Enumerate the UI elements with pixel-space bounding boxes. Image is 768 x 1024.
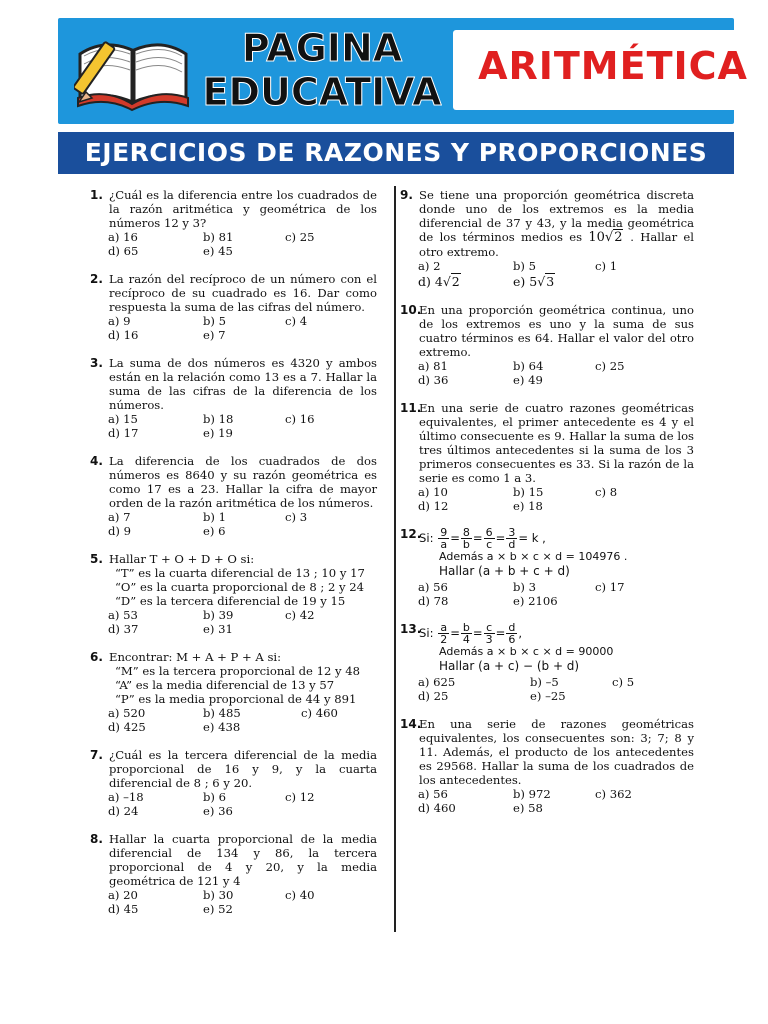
option: a) 15 [108,412,138,426]
option: c) 5 [612,675,635,689]
options [108,790,377,818]
option: e) –25 [530,689,566,703]
option: d) 36 [418,373,449,387]
option: a) 56 [418,787,448,801]
column-divider [394,186,396,932]
fraction: $\frac{8}{b}$ [462,526,470,551]
option: b) 5 [513,259,537,273]
option: d) 45 [108,902,139,916]
options [108,888,377,916]
option: c) 12 [285,790,315,804]
exercise-text: La diferencia de los cuadrados de dos números es 8640 y su razón geométrica es como 17 es a 23. Hallar la cifra de mayor orden de la razón aritmética de los números. [109,454,377,510]
exercise-6 [92,650,377,734]
fraction: $\frac{3}{d}$ [508,526,516,551]
option: a) 9 [108,314,131,328]
math-line: Además a × b × c × d = 90000 [439,645,614,658]
option: d) 425 [108,720,146,734]
option: e) 2106 [513,594,558,608]
radical-coef: 10 [588,230,605,245]
option: a) 7 [108,510,131,524]
exercise-number: 9. [400,188,413,202]
exercise-text: En una serie de razones geométricas equivalentes, los consecuentes son: 3; 7; 8 y 11. Además, el producto de los antecedentes es 29568. Hallar la suma de los cuadrados de los antecedentes. [419,717,694,787]
exercise-13 [402,622,694,703]
option: e) 19 [203,426,233,440]
exercise-14 [402,717,694,815]
option: b) 81 [203,230,234,244]
option: e) 7 [203,328,226,342]
option: e) 49 [513,373,543,387]
option: a) 16 [108,230,138,244]
book-pencil-logo-icon [74,32,192,112]
brand-line-2: EDUCATIVA [202,70,442,114]
option: a) 56 [418,580,448,594]
option: e) 31 [203,622,233,636]
equation: Si: $\frac{9}{a}$ = $\frac{8}{b}$ = $\frac{6}{c}$ = $\frac{3}{d}$ = k , [419,526,546,551]
math-line: Hallar (a + b + c + d) [439,564,570,578]
fraction: $\frac{b}{4}$ [462,621,470,646]
subject-panel [453,30,768,110]
radical-expression: 10√2 [588,230,623,245]
option: a) 20 [108,888,138,902]
option: d) 17 [108,426,139,440]
option: b) 5 [203,314,227,328]
exercise-number: 1. [90,188,103,202]
fraction: $\frac{9}{a}$ [440,526,448,551]
math-line: Hallar (a + c) − (b + d) [439,659,580,673]
fraction: $\frac{a}{2}$ [440,621,448,646]
exercise-number: 6. [90,650,103,664]
exercise-1 [92,188,377,258]
option: a) 520 [108,706,146,720]
exercise-5 [92,552,377,636]
exercise-7 [92,748,377,818]
options [108,608,377,636]
prefix: Si: [419,626,434,640]
exercise-number: 11. [400,401,422,415]
option: b) 39 [203,608,234,622]
option: c) 460 [301,706,338,720]
option: b) 15 [513,485,544,499]
radicand: 2 [614,230,623,245]
exercise-number: 4. [90,454,103,468]
exercise-12 [402,527,694,608]
exercise-number: 5. [90,552,103,566]
exercise-number: 7. [90,748,103,762]
equation: Si: $\frac{a}{2}$ = $\frac{b}{4}$ = $\frac{c}{3}$ = $\frac{d}{6}$ , [419,621,523,646]
option: d) 9 [108,524,132,538]
option: c) 42 [285,608,315,622]
option: c) 40 [285,888,315,902]
option: c) 16 [285,412,315,426]
fraction: $\frac{d}{6}$ [508,621,516,646]
condition-line: “T” es la cuarta diferencial de 13 ; 10 y 17 [115,566,365,580]
option: e) 18 [513,499,543,513]
options [108,230,377,258]
exercise-text: La suma de dos números es 4320 y ambos están en la relación como 13 es a 7. Hallar la suma de las cifras de la diferencia de los números. [109,356,377,412]
exercise-text: ¿Cuál es la diferencia entre los cuadrados de la razón aritmética y geométrica de los números 12 y 3? [109,188,377,230]
exercise-number: 10. [400,303,422,317]
exercise-10 [402,303,694,387]
options [418,359,694,387]
option: e) 6 [203,524,226,538]
exercise-text-part: Se tiene una proporción geométrica discreta donde uno de los extremos es la media diferencial de 37 y 43, y la media geométrica de los términos medios es [419,188,694,244]
option: e) 36 [203,804,233,818]
exercise-text: La razón del recíproco de un número con el recíproco de su cuadrado es 16. Dar como respuesta la suma de las cifras del número. [109,272,377,314]
option: b) –5 [530,675,559,689]
exercise-number: 14. [400,717,422,731]
exercise-number: 12. [400,527,422,541]
option: a) 53 [108,608,138,622]
option: a) 10 [418,485,448,499]
left-column [92,188,377,930]
options [418,675,694,703]
option: b) 18 [203,412,234,426]
option: d) 78 [418,594,449,608]
options [418,485,694,513]
brand-line-1: PAGINA [241,26,403,70]
option: e) 438 [203,720,241,734]
options [108,510,377,538]
exercise-text-part: . Hallar el otro extremo. [419,230,694,259]
prefix: Si: [419,531,434,545]
subject-title: ARITMÉTICA [478,44,748,88]
option: b) 972 [513,787,551,801]
option: b) 1 [203,510,227,524]
option: d) 460 [418,801,456,815]
exercise-text: Encontrar: M + A + P + A si: [109,650,282,664]
options [108,314,377,342]
exercise-number: 2. [90,272,103,286]
exercise-number: 8. [90,832,103,846]
option: c) 4 [285,314,308,328]
option: b) 30 [203,888,234,902]
option-e: e) 5√3 [513,274,555,289]
exercise-number: 3. [90,356,103,370]
exercise-9 [402,188,694,289]
option: a) 2 [418,259,441,273]
exercise-2 [92,272,377,342]
option: c) 17 [595,580,625,594]
brand-name [192,26,452,114]
option: c) 3 [285,510,308,524]
options [108,706,377,734]
condition-line: “O” es la cuarta proporcional de 8 ; 2 y 24 [115,580,365,594]
option: c) 8 [595,485,618,499]
fraction: $\frac{6}{c}$ [485,526,493,551]
exercise-text [419,188,694,259]
option: a) 81 [418,359,448,373]
exercise-11 [402,401,694,513]
exercise-3 [92,356,377,440]
exercise-text: Hallar la cuarta proporcional de la media diferencial de 134 y 86, la tercera proporcional de 4 y 20, y la media geométrica de 121 y 4 [109,832,377,888]
option: b) 6 [203,790,227,804]
option: d) 37 [108,622,139,636]
option: b) 64 [513,359,544,373]
options [418,580,694,608]
option: c) 1 [595,259,618,273]
fraction: $\frac{c}{3}$ [485,621,493,646]
condition-line: “M” es la tercera proporcional de 12 y 48 [115,664,361,678]
condition-line: “P” es la media proporcional de 44 y 891 [115,692,357,706]
option: a) 625 [418,675,456,689]
math-line: Además a × b × c × d = 104976 . [439,550,628,563]
exercise-text: En una serie de cuatro razones geométricas equivalentes, el primer antecedente es 4 y el último consecuente es 9. Hallar la suma de los tres últimos antecedentes si la suma de los 3 primeros consecuentes es 33. Si la razón de la serie es como 1 a 3. [419,401,694,485]
exercise-4 [92,454,377,538]
condition-line: “D” es la tercera diferencial de 19 y 15 [115,594,346,608]
options [418,787,694,815]
option: d) 16 [108,328,139,342]
exercise-number: 13. [400,622,422,636]
exercise-text: Hallar T + O + D + O si: [109,552,255,566]
options [108,412,377,440]
condition-line: “A” es la media diferencial de 13 y 57 [115,678,335,692]
option: e) 45 [203,244,233,258]
option: d) 65 [108,244,139,258]
exercise-8 [92,832,377,916]
header-banner [58,18,748,124]
option: c) 25 [285,230,315,244]
option: c) 25 [595,359,625,373]
option: e) 52 [203,902,233,916]
right-column [402,188,694,829]
option: d) 12 [418,499,449,513]
page-title: EJERCICIOS DE RAZONES Y PROPORCIONES [58,132,734,174]
option: d) 24 [108,804,139,818]
option: b) 485 [203,706,241,720]
option: e) 58 [513,801,543,815]
option: a) –18 [108,790,144,804]
option: d) 25 [418,689,449,703]
option: c) 362 [595,787,632,801]
exercise-text: ¿Cuál es la tercera diferencial de la media proporcional de 16 y 9, y la cuarta diferencial de 8 ; 6 y 20. [109,748,377,790]
option: b) 3 [513,580,537,594]
options [418,259,694,289]
exercise-text: En una proporción geométrica continua, uno de los extremos es uno y la suma de sus cuatro términos es 64. Hallar el valor del otro extremo. [419,303,694,359]
option-d: d) 4√2 [418,274,460,289]
